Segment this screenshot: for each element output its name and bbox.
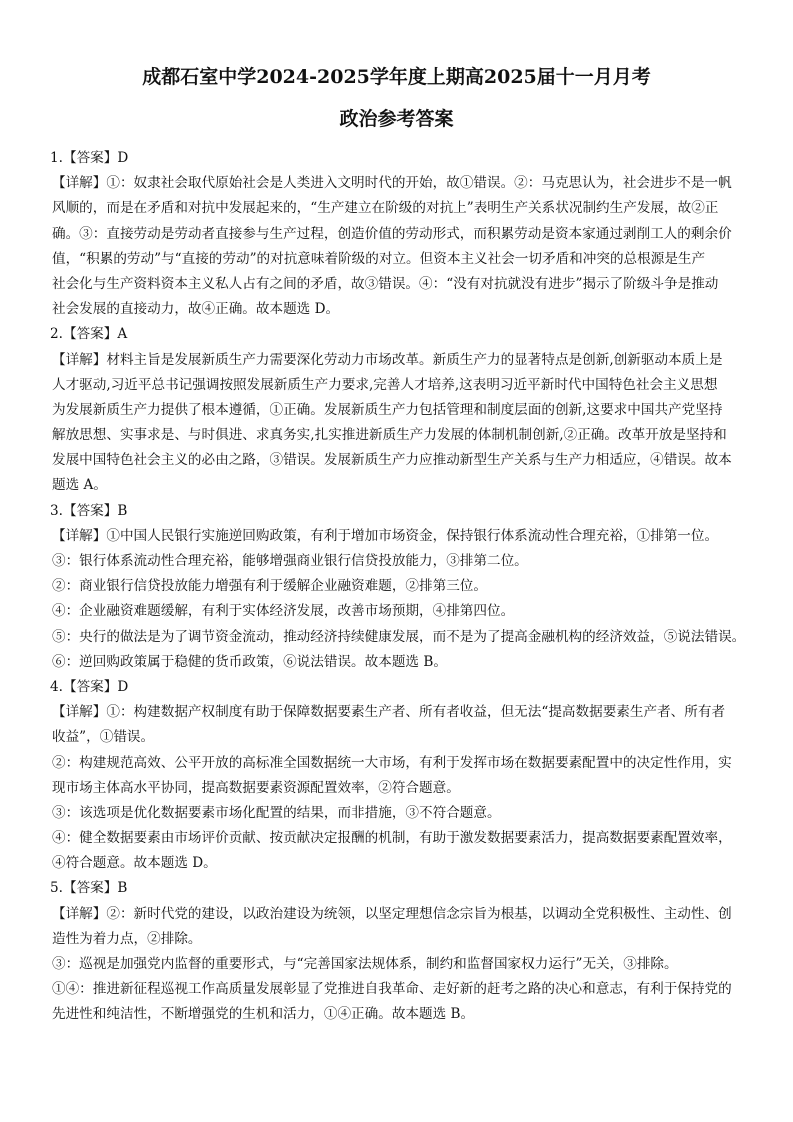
explanation-line: 人才驱动,习近平总书记强调按照发展新质生产力要求,完善人才培养,这表明习近平新时代中国特色社会主义思想: [52, 376, 718, 393]
explanation-line: ④：健全数据要素由市场评价贡献、按贡献决定报酬的机制，有助于激发数据要素活力，提高数据要素配置效率，: [52, 830, 732, 847]
answer-section-1: [50, 146, 770, 322]
explanation-line: 先进性和纯洁性，不断增强党的生机和活力，①④正确。故本题选 B。: [52, 1006, 475, 1023]
explanation-line: ⑤：央行的做法是为了调节资金流动，推动经济持续健康发展，而不是为了提高金融机构的经济效益，⑤说法错误。: [52, 628, 746, 645]
explanation-line: 【详解】①：构建数据产权制度有助于保障数据要素生产者、所有者收益，但无法“提高数据要素生产者、所有者: [52, 704, 726, 721]
answer-section-5: [50, 876, 770, 1027]
document-title: 成都石室中学2024-2025学年度上期高2025届十一月月考: [142, 66, 651, 88]
answer-content: [50, 146, 770, 1028]
answer-heading: 2.【答案】A: [50, 326, 128, 343]
answer-section-2: [50, 322, 770, 498]
explanation-line: 现市场主体高水平协同，提高数据要素资源配置效率，②符合题意。: [52, 779, 460, 796]
answer-heading: 1.【答案】D: [50, 150, 129, 166]
explanation-line: ③：巡视是加强党内监督的重要形式，与“完善国家法规体系，制约和监督国家权力运行”无关，③排除。: [52, 956, 678, 972]
explanation-line: ⑥：逆回购政策属于稳健的货币政策，⑥说法错误。故本题选 B。: [52, 653, 447, 670]
explanation-line: 解放思想、实事求是、与时俱进、求真务实,扎实推进新质生产力发展的体制机制创新,②正确。改革开放是坚持和: [52, 427, 727, 444]
explanation-line: ④符合题意。故本题选 D。: [52, 855, 217, 872]
explanation-line: 【详解】①中国人民银行实施逆回购政策，有利于增加市场资金，保持银行体系流动性合理充裕，①排第一位。: [52, 527, 719, 544]
explanation-line: 题选 A。: [52, 477, 107, 494]
explanation-line: 为发展新质生产力提供了根本遵循，①正确。发展新质生产力包括管理和制度层面的创新,这要求中国共产党坚持: [52, 401, 723, 418]
answer-heading: 4.【答案】D: [50, 678, 129, 695]
explanation-line: ④：企业融资难题缓解，有利于实体经济发展，改善市场预期，④排第四位。: [52, 603, 515, 620]
explanation-line: 社会化与生产资料资本主义私人占有之间的矛盾，故③错误。④：“没有对抗就没有进步”揭示了阶级斗争是推动: [52, 275, 719, 292]
explanation-line: 发展中国特色社会主义的必由之路，③错误。发展新质生产力应推动新型生产关系与生产力相适应，④错误。故本: [52, 452, 732, 469]
document-subtitle: 政治参考答案: [339, 108, 454, 130]
explanation-line: 造性为着力点，②排除。: [52, 930, 202, 947]
explanation-line: ③：该选项是优化数据要素市场化配置的结果，而非措施，③不符合题意。: [52, 804, 501, 821]
explanation-line: 确。③：直接劳动是劳动者直接参与生产过程，创造价值的劳动形式，而积累劳动是资本家通过剥削工人的剩余价: [52, 225, 732, 242]
explanation-line: 收益”，①错误。: [52, 729, 155, 746]
explanation-line: ②：构建规范高效、公平开放的高标准全国数据统一大市场，有利于发挥市场在数据要素配置中的决定性作用，实: [52, 754, 732, 771]
explanation-line: ②：商业银行信贷投放能力增强有利于缓解企业融资难题，②排第三位。: [52, 578, 487, 595]
explanation-line: 【详解】②：新时代党的建设，以政治建设为统领，以坚定理想信念宗旨为根基，以调动全党积极性、主动性、创: [52, 905, 732, 922]
explanation-line: ③：银行体系流动性合理充裕，能够增强商业银行信贷投放能力，③排第二位。: [52, 553, 528, 569]
explanation-line: ①④：推进新征程巡视工作高质量发展彰显了党推进自我革命、走好新的赶考之路的决心和意志，有利于保持党的: [52, 981, 732, 998]
explanation-line: 【详解】①：奴隶社会取代原始社会是人类进入文明时代的开始，故①错误。②：马克思认为，社会进步不是一帆: [52, 175, 732, 192]
answer-section-4: [50, 675, 770, 877]
answer-heading: 3.【答案】B: [50, 502, 128, 519]
explanation-line: 【详解】材料主旨是发展新质生产力需要深化劳动力市场改革。新质生产力的显著特点是创新,创新驱动本质上是: [52, 351, 723, 368]
explanation-line: 社会发展的直接动力，故④正确。故本题选 D。: [52, 301, 340, 318]
answer-section-3: [50, 499, 770, 675]
explanation-line: 值，“积累的劳动”与“直接的劳动”的对抗意味着阶级的对立。但资本主义社会一切矛盾和冲突的总根源是生产: [52, 250, 706, 267]
explanation-line: 风顺的，而是在矛盾和对抗中发展起来的，“生产建立在阶级的对抗上”表明生产关系状况制约生产发展，故②正: [52, 200, 719, 217]
answer-heading: 5.【答案】B: [50, 880, 128, 897]
